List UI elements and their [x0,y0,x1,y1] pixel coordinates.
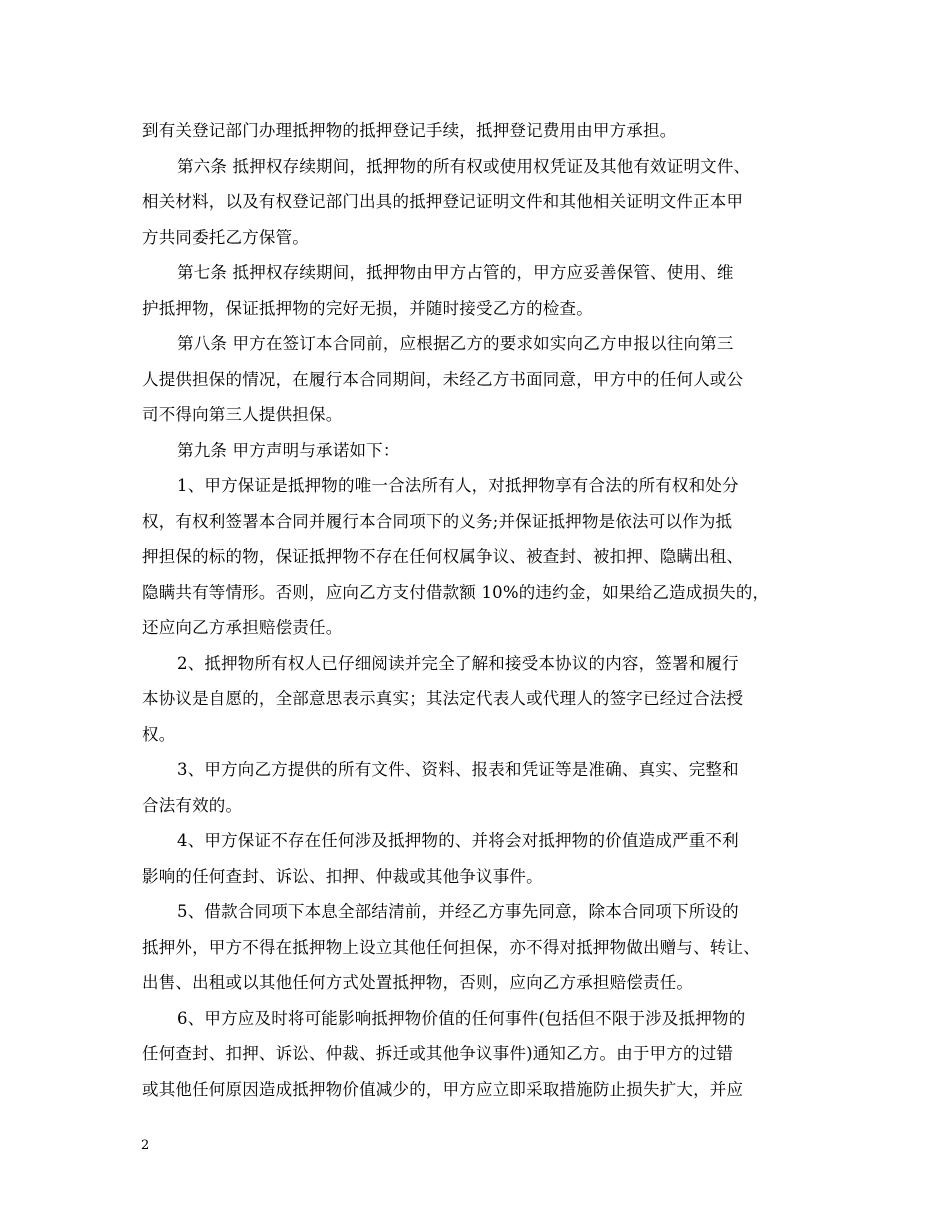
text-line: 权，有权利签署本合同并履行本合同项下的义务;并保证抵押物是依法可以作为抵 [142,511,733,531]
text-line: 或其他任何原因造成抵押物价值减少的，甲方应立即采取措施防止损失扩大，并应 [142,1079,744,1099]
text-line: 第七条 抵押权存续期间，抵押物由甲方占管的，甲方应妥善保管、使用、维 [177,263,734,282]
text-line: 2、抵押物所有权人已仔细阅读并完全了解和接受本协议的内容，签署和履行 [177,653,739,673]
text-line: 第六条 抵押权存续期间，抵押物的所有权或使用权凭证及其他有效证明文件、 [177,156,751,176]
text-line: 人提供担保的情况，在履行本合同期间，未经乙方书面同意，甲方中的任何人或公 [142,369,744,389]
text-line: 到有关登记部门办理抵押物的抵押登记手续，抵押登记费用由甲方承担。 [142,121,677,140]
text-line: 3、甲方向乙方提供的所有文件、资料、报表和凭证等是准确、真实、完整和 [177,760,739,779]
text-line: 方共同委托乙方保管。 [142,227,309,247]
text-line: 还应向乙方承担赔偿责任。 [142,618,343,637]
text-line: 护抵押物，保证抵押物的完好无损，并随时接受乙方的检查。 [142,298,593,318]
text-line: 5、借款合同项下本息全部结清前，并经乙方事先同意，除本合同项下所设的 [177,902,739,921]
page-number: 2 [141,1138,150,1153]
text-line: 本协议是自愿的，全部意思表示真实；其法定代表人或代理人的签字已经过合法授 [142,689,744,708]
text-line: 第九条 甲方声明与承诺如下： [177,440,400,460]
text-line: 抵押外，甲方不得在抵押物上设立其他任何担保，亦不得对抵押物做出赠与、转让、 [142,937,760,957]
text-line: 出售、出租或以其他任何方式处置抵押物，否则，应向乙方承担赔偿责任。 [142,973,694,992]
text-line: 相关材料，以及有权登记部门出具的抵押登记证明文件和其他相关证明文件正本甲 [142,192,744,211]
text-line: 押担保的标的物，保证抵押物不存在任何权属争议、被查封、被扣押、隐瞒出租、 [142,547,744,566]
text-line: 合法有效的。 [142,795,243,815]
contract-body-text [142,113,817,1107]
text-line: 1、甲方保证是抵押物的唯一合法所有人，对抵押物享有合法的所有权和处分 [177,476,739,495]
text-line: 隐瞒共有等情形。否则，应向乙方支付借款额 10%的违约金，如果给乙造成损失的， [142,582,770,602]
text-line: 影响的任何查封、诉讼、扣押、仲裁或其他争议事件。 [142,866,543,886]
text-line: 司不得向第三人提供担保。 [142,405,343,424]
text-line: 任何查封、扣押、诉讼、仲裁、拆迁或其他争议事件)通知乙方。由于甲方的过错 [142,1044,734,1063]
text-line: 权。 [142,724,176,744]
text-line: 4、甲方保证不存在任何涉及抵押物的、并将会对抵押物的价值造成严重不利 [177,831,739,850]
text-line: 第八条 甲方在签订本合同前，应根据乙方的要求如实向乙方申报以往向第三 [177,334,734,353]
text-line: 6、甲方应及时将可能影响抵押物价值的任何事件(包括但不限于涉及抵押物的 [177,1008,746,1028]
